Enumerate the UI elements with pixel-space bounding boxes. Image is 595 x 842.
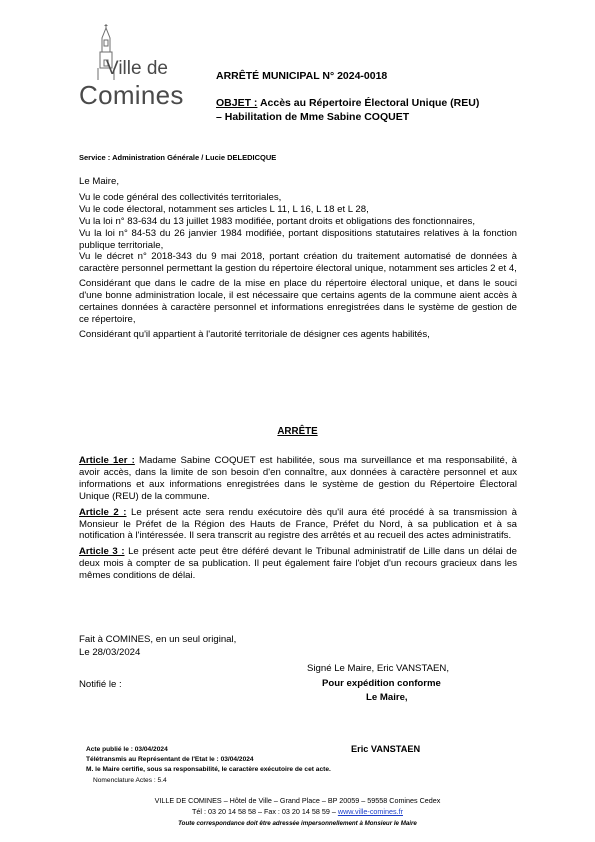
footer-contact [0,807,595,817]
considerant-1: Considérant que dans le cadre de la mise en place du répertoire électoral unique, et dans le souci d'une bonne administration locale, il est nécessaire que certains agents de la commune aient accès à certaines données à caractère personnel et informations enregistrées dans le système de gestion de ce répertoire, [79,278,517,325]
objet-label: OBJET : [216,97,258,109]
article-3 [79,546,517,582]
articles [79,455,517,582]
intro: Le Maire, [79,176,119,187]
notifie-le: Notifié le : [79,679,122,690]
le-maire-signature: Le Maire, [366,692,408,703]
footer-notice: Toute correspondance doit être adressée impersonnellement à Monsieur le Maire [178,820,417,827]
signe-le-maire: Signé Le Maire, Eric VANSTAEN, [307,663,449,674]
article-1-label: Article 1er : [79,455,135,466]
teletransmis: Télétransmis au Représentant de l'Etat le : 03/04/2024 [86,756,254,763]
objet-line2: – Habilitation de Mme Sabine COQUET [216,111,410,123]
vu-2: Vu le code électoral, notamment ses articles L 11, L 16, L 18 et L 28, [79,203,369,215]
footer-website-link[interactable]: www.ville-comines.fr [337,807,403,816]
footer-phone: Tél : 03 20 14 58 58 – Fax : 03 20 14 58 59 – [192,807,338,816]
arrete-heading: ARRÊTE [277,426,318,437]
objet-text1: Accès au Répertoire Électoral Unique (REU) [257,97,480,109]
footer-address: VILLE DE COMINES – Hôtel de Ville – Grand Place – BP 20059 – 59558 Comines Cedex [154,796,441,805]
article-1 [79,455,517,503]
vu-3: Vu la loi n° 83-634 du 13 juillet 1983 modifiée, portant droits et obligations des fonctionnaires, [79,215,476,227]
certifie: M. le Maire certifie, sous sa responsabilité, le caractère exécutoire de cet acte. [86,766,331,773]
logo-ville-text: Ville de [106,58,168,79]
acte-publie: Acte publié le : 03/04/2024 [86,746,168,753]
arrete-title: ARRÊTÉ MUNICIPAL N° 2024-0018 [216,70,388,82]
article-2-label: Article 2 : [79,506,127,518]
fait-a: Fait à COMINES, en un seul original, [79,634,237,645]
article-2-text: Le présent acte sera rendu exécutoire dès qu'il aura été procédé à sa transmission à Monsieur le Préfet de la Région des Hauts de France, Préfet du Nord, à sa publication et à sa notification à l'intéressée. Il sera transcrit au registre des arrêtés et au recueil des actes administratifs. [79,506,517,542]
considerant-2: Considérant qu'il appartient à l'autorité territoriale de désigner ces agents habilités, [79,328,430,340]
nomenclature: Nomenclature Actes : 5.4 [93,777,167,784]
vu-4: Vu la loi n° 84-53 du 26 janvier 1984 modifiée, portant dispositions statutaires relatives à la fonction publique territoriale, [79,227,517,251]
article-1-text: Madame Sabine COQUET est habilitée, sous ma surveillance et ma responsabilité, à avoir accès, dans la limite de son besoin d'en connaître, aux données à caractère personnel et aux informations et aux informations enregistrées dans le système de gestion du Répertoire Électoral Unique (REU) de la commune. [79,455,518,502]
article-3-text: Le présent acte peut être déféré devant le Tribunal administratif de Lille dans un délai de deux mois à compter de sa publication. Il peut également faire l'objet d'un recours gracieux dans les mêmes conditions de délai. [79,546,517,582]
objet-line1 [216,97,479,109]
preamble [79,176,517,341]
fait-date: Le 28/03/2024 [79,647,141,658]
vu-5: Vu le décret n° 2018-343 du 9 mai 2018, portant création du traitement automatisé de données à caractère personnel permettant la gestion du répertoire électoral unique, notamment ses articles 2 et 4, [79,251,517,275]
logo-comines-text: Comines [79,80,184,110]
article-2 [79,507,517,543]
signature-name: Eric VANSTAEN [351,744,421,754]
article-3-label: Article 3 : [79,546,125,558]
pour-expedition: Pour expédition conforme [322,678,441,689]
vu-1: Vu le code général des collectivités territoriales, [79,191,282,203]
service-line: Service : Administration Générale / Lucie DELEDICQUE [79,153,277,162]
